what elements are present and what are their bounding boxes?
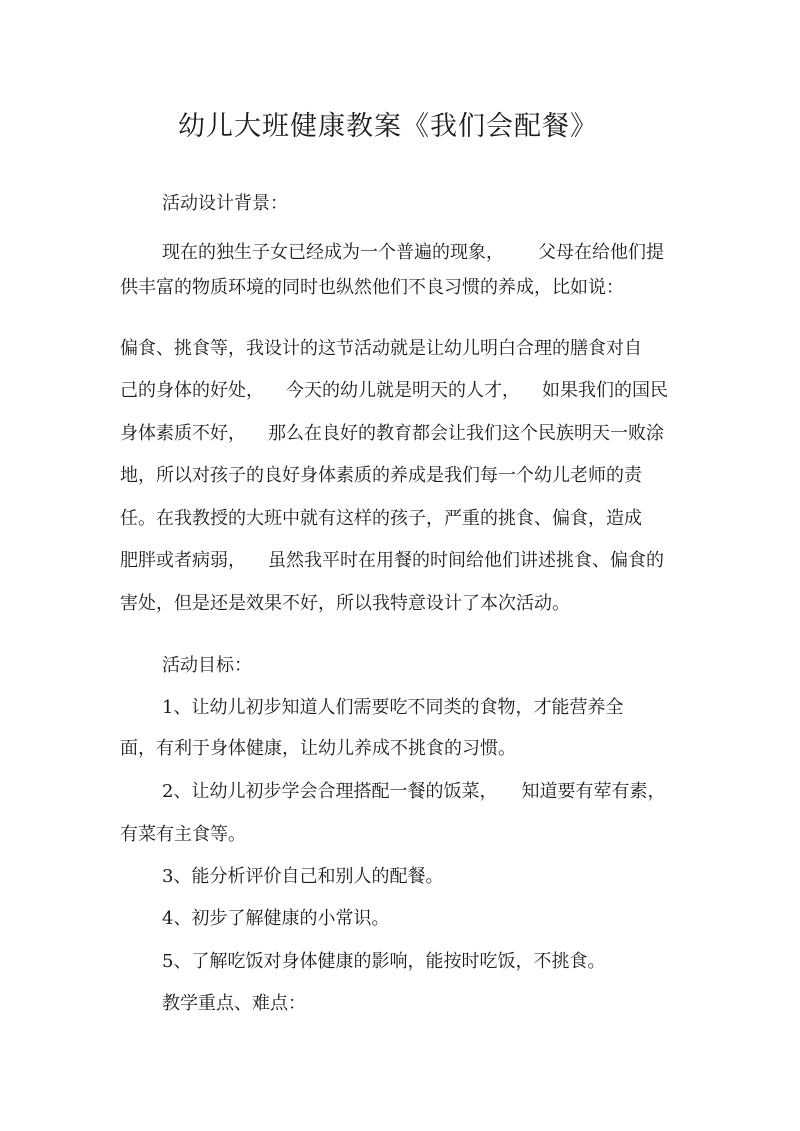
paragraph-line bbox=[120, 549, 664, 573]
paragraph-line bbox=[120, 276, 624, 300]
goal-line bbox=[120, 737, 516, 761]
paragraph-line bbox=[120, 592, 570, 616]
text-segment: 己的身体的好处， bbox=[120, 380, 264, 401]
text-segment: 今天的幼儿就是明天的人才， bbox=[286, 380, 520, 401]
goal-line bbox=[162, 696, 623, 720]
text-segment: 3、能分析评价自己和别人的配餐。 bbox=[162, 866, 444, 887]
text-segment: 地，所以对孩子的良好身体素质的养成是我们每一个幼儿老师的责 bbox=[120, 465, 642, 486]
text-segment: 2、让幼儿初步学会合理搭配一餐的饭菜， bbox=[162, 781, 498, 802]
text-segment: 父母在给他们提 bbox=[538, 242, 664, 263]
key-points-heading: 教学重点、难点： bbox=[162, 993, 306, 1014]
text-segment: 任。在我教授的大班中就有这样的孩子，严重的挑食、偏食，造成 bbox=[120, 508, 642, 529]
paragraph-line bbox=[120, 464, 642, 488]
paragraph-line bbox=[120, 337, 642, 361]
text-segment: 偏食、挑食等，我设计的这节活动就是让幼儿明白合理的膳食对自 bbox=[120, 338, 642, 359]
text-segment: 4、初步了解健康的小常识。 bbox=[162, 908, 390, 929]
goal-line bbox=[162, 907, 389, 931]
goal-line bbox=[162, 780, 665, 804]
text-segment: 那么在良好的教育都会让我们这个民族明天一败涂 bbox=[268, 423, 664, 444]
text-segment: 现在的独生子女已经成为一个普遍的现象， bbox=[162, 242, 504, 263]
paragraph-line bbox=[162, 241, 664, 265]
paragraph-line bbox=[120, 379, 668, 403]
goal-line bbox=[162, 950, 605, 974]
text-segment: 1、让幼儿初步知道人们需要吃不同类的食物，才能营养全 bbox=[162, 697, 624, 718]
background-heading: 活动设计背景： bbox=[162, 193, 288, 214]
goal-line bbox=[162, 865, 443, 889]
text-segment: 肥胖或者病弱， bbox=[120, 550, 246, 571]
text-segment: 面，有利于身体健康，让幼儿养成不挑食的习惯。 bbox=[120, 738, 516, 759]
text-segment: 有菜有主食等。 bbox=[120, 824, 246, 845]
text-segment: 虽然我平时在用餐的时间给他们讲述挑食、偏食的 bbox=[268, 550, 664, 571]
text-segment: 5、了解吃饭对身体健康的影响，能按时吃饭，不挑食。 bbox=[162, 951, 606, 972]
text-segment: 知道要有荤有素， bbox=[521, 781, 666, 802]
paragraph-line bbox=[120, 422, 664, 446]
text-segment: 害处，但是还是效果不好，所以我特意设计了本次活动。 bbox=[120, 593, 570, 614]
text-segment: 如果我们的国民 bbox=[542, 380, 668, 401]
goals-heading: 活动目标： bbox=[162, 655, 252, 676]
text-segment: 身体素质不好， bbox=[120, 423, 246, 444]
paragraph-line bbox=[120, 507, 642, 531]
document-title: 幼儿大班健康教案《我们会配餐》 bbox=[178, 111, 598, 142]
goal-line bbox=[120, 823, 246, 847]
text-segment: 供丰富的物质环境的同时也纵然他们不良习惯的养成，比如说： bbox=[120, 277, 624, 298]
